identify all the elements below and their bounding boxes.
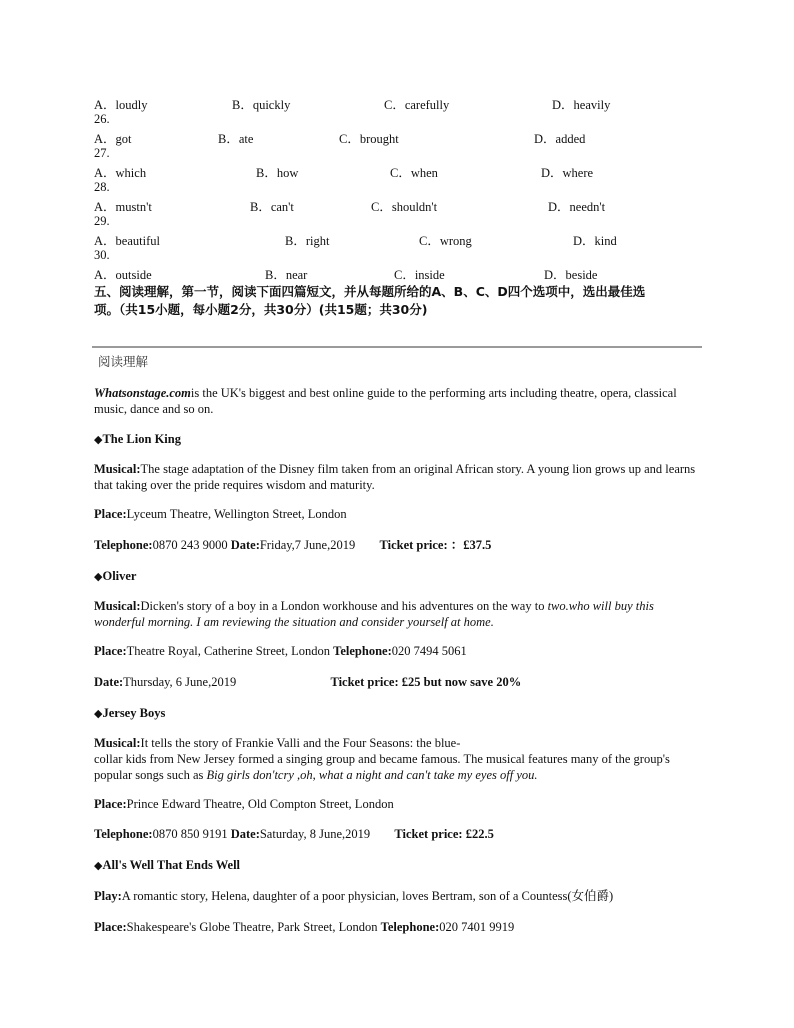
show-title-text: The Lion King xyxy=(102,432,181,446)
telephone-label: Telephone: xyxy=(94,538,153,552)
price-text: ：£37.5 xyxy=(450,538,492,552)
option-d: D．needn't xyxy=(548,200,606,214)
show-description xyxy=(94,888,706,904)
option-a: A．outside xyxy=(94,268,152,282)
diamond-bullet-icon: ◆ xyxy=(94,570,103,583)
place-text: Lyceum Theatre, Wellington Street, London xyxy=(126,507,347,521)
type-label: Play: xyxy=(94,889,122,903)
diamond-bullet-icon: ◆ xyxy=(94,433,103,446)
option-b: B．near xyxy=(265,268,308,282)
type-label: Musical: xyxy=(94,736,141,750)
description-italic: Big girls don'tcry ,oh, what a night and can't take my eyes off you. xyxy=(206,768,538,782)
option-b: B．quickly xyxy=(232,98,291,112)
telephone-text: 0870 850 9191 xyxy=(152,827,228,841)
option-c: C．inside xyxy=(394,268,445,282)
option-c: C．shouldn't xyxy=(371,200,438,214)
telephone-label: Telephone: xyxy=(333,644,392,658)
show-info-line xyxy=(94,537,706,553)
question-number: 29. xyxy=(94,214,110,228)
show-title xyxy=(94,568,706,585)
show-description xyxy=(94,598,706,630)
description-text: collar kids from New Jersey formed a singing group and became famous. The musical features many of the group's popular songs such as xyxy=(94,752,670,782)
show-title xyxy=(94,431,706,448)
diamond-bullet-icon: ◆ xyxy=(94,859,103,872)
show-info-line xyxy=(94,826,706,842)
intro-paragraph xyxy=(94,385,706,417)
place-label: Place: xyxy=(94,507,127,521)
date-text: Friday,7 June,2019 xyxy=(259,538,356,552)
diamond-bullet-icon: ◆ xyxy=(94,707,103,720)
option-row-28 xyxy=(94,197,714,213)
option-row-26 xyxy=(94,129,714,145)
option-row-27 xyxy=(94,163,714,179)
option-b: B．how xyxy=(256,166,299,180)
type-label: Musical: xyxy=(94,599,141,613)
date-text: Saturday, 8 June,2019 xyxy=(259,827,371,841)
section-title-line-1: 五、阅读理解，第一节，阅读下面四篇短文，并从每题所给的A、B、C、D四个选项中，选出最佳选 xyxy=(94,284,646,299)
site-name: Whatsonstage.com xyxy=(94,386,191,400)
intro-text: is the UK's biggest and best online guide to the performing arts including theatre, opera, classical music, dance and so on. xyxy=(94,386,677,416)
telephone-label: Telephone: xyxy=(380,920,440,934)
option-row-30 xyxy=(94,265,714,281)
description-line-1: It tells the story of Frankie Valli and the Four Seasons: the blue- xyxy=(140,736,461,750)
option-d: D．heavily xyxy=(552,98,611,112)
section-title xyxy=(94,283,704,319)
option-d: D．added xyxy=(534,132,586,146)
description-italic: two.who will buy this wonderful morning. I am reviewing the situation and consider yourself at home. xyxy=(94,599,654,629)
option-d: D．where xyxy=(541,166,594,180)
description-text: A romantic story, Helena, daughter of a poor physician, loves Bertram, son of a Countess(女伯爵) xyxy=(121,889,614,903)
description-text: Dicken's story of a boy in a London workhouse and his adventures on the way to xyxy=(140,599,548,613)
telephone-text: 020 7494 5061 xyxy=(391,644,467,658)
option-c: C．carefully xyxy=(384,98,450,112)
telephone-label: Telephone: xyxy=(94,827,153,841)
show-title-text: Jersey Boys xyxy=(102,706,166,720)
option-row-25 xyxy=(94,95,714,111)
show-place xyxy=(94,796,706,812)
question-number: 30. xyxy=(94,248,110,262)
show-place xyxy=(94,919,706,935)
option-a: A．which xyxy=(94,166,147,180)
option-b: B．ate xyxy=(218,132,254,146)
reading-label: 阅读理解 xyxy=(98,354,149,369)
option-d: D．kind xyxy=(573,234,617,248)
option-d: D．beside xyxy=(544,268,598,282)
date-text: Thursday, 6 June,2019 xyxy=(123,675,237,689)
telephone-text: 0870 243 9000 xyxy=(152,538,228,552)
option-a: A．loudly xyxy=(94,98,148,112)
telephone-text: 020 7401 9919 xyxy=(439,920,515,934)
section-title-line-2: 项。（共15小题，每小题2分，共30分）(共15题；共30分) xyxy=(94,302,428,317)
option-b: B．can't xyxy=(250,200,294,214)
option-c: C．brought xyxy=(339,132,399,146)
date-label: Date: xyxy=(230,827,260,841)
section-divider xyxy=(92,346,702,348)
price-label: Ticket price: xyxy=(330,675,399,689)
question-number: 26. xyxy=(94,112,110,126)
show-description xyxy=(94,461,706,493)
option-a: A．got xyxy=(94,132,132,146)
show-description xyxy=(94,735,706,783)
price-text: £25 but now save 20% xyxy=(401,675,522,689)
place-text: Prince Edward Theatre, Old Compton Street, London xyxy=(126,797,394,811)
place-text: Shakespeare's Globe Theatre, Park Street, London xyxy=(126,920,378,934)
show-place xyxy=(94,506,706,522)
option-a: A．beautiful xyxy=(94,234,160,248)
price-label: Ticket price: xyxy=(379,538,448,552)
show-info-line xyxy=(94,674,706,690)
show-title xyxy=(94,705,706,722)
description-text: The stage adaptation of the Disney film taken from an original African story. A young lion grows up and learns that taking over the pride requires wisdom and maturity. xyxy=(94,462,696,492)
question-number: 27. xyxy=(94,146,110,160)
show-title-text: Oliver xyxy=(102,569,137,583)
place-text: Theatre Royal, Catherine Street, London xyxy=(126,644,331,658)
option-a: A．mustn't xyxy=(94,200,152,214)
show-title xyxy=(94,857,706,874)
option-row-29 xyxy=(94,231,714,247)
show-place xyxy=(94,643,706,659)
place-label: Place: xyxy=(94,920,127,934)
show-title-text: All's Well That Ends Well xyxy=(102,858,241,872)
date-label: Date: xyxy=(94,675,124,689)
place-label: Place: xyxy=(94,797,127,811)
option-c: C．when xyxy=(390,166,438,180)
question-number: 28. xyxy=(94,180,110,194)
option-c: C．wrong xyxy=(419,234,472,248)
option-b: B．right xyxy=(285,234,330,248)
place-label: Place: xyxy=(94,644,127,658)
date-label: Date: xyxy=(230,538,260,552)
price-label: Ticket price: xyxy=(394,827,463,841)
type-label: Musical: xyxy=(94,462,141,476)
price-text: £22.5 xyxy=(465,827,494,841)
